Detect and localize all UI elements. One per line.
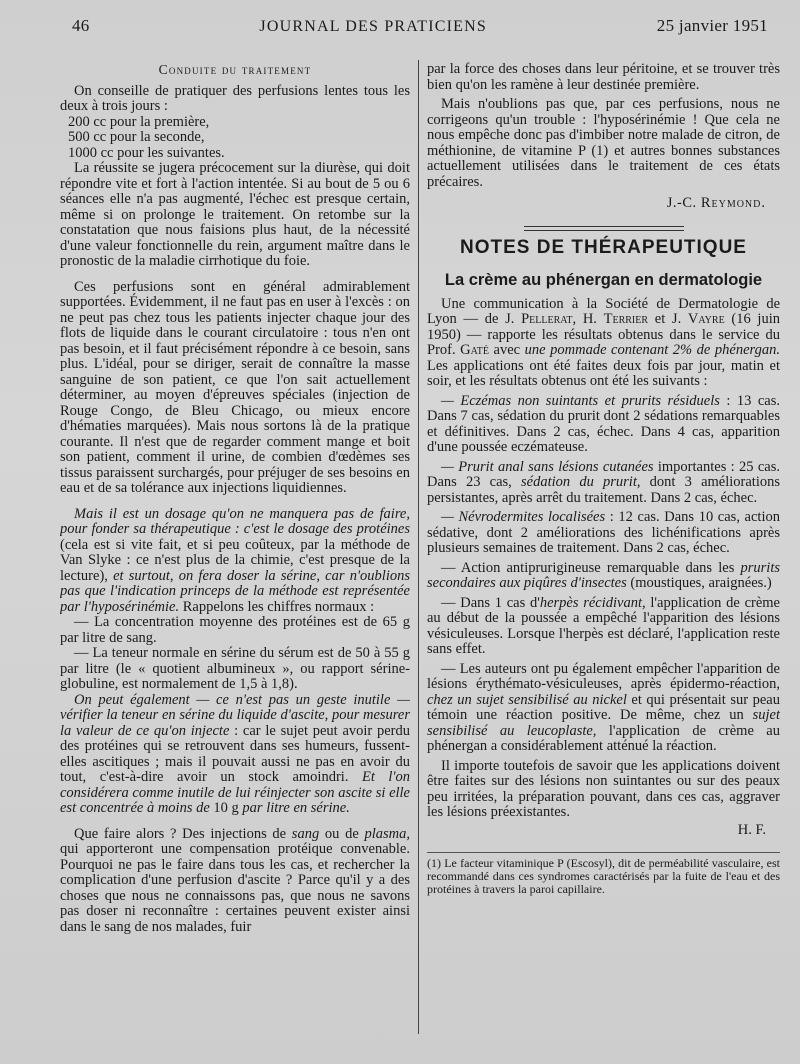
dose-line: 200 cc pour la première, bbox=[68, 113, 210, 130]
right-column bbox=[427, 62, 780, 1046]
section-heading: Conduite du traitement bbox=[158, 62, 312, 77]
left-column bbox=[60, 62, 410, 1046]
text-run: qui apporteront une compensation protéique convenable. Pourquoi ne pas le faire dans tous les cas, et rechercher la complication d'une perfusion d'ascite ? Parce qu'il y a des choses que nous ne connaissons pas, que nous ne savons pas doser ni reconnaître : certaines peuvent exister ainsi dans le sang de nos malades, fuir bbox=[60, 841, 410, 935]
text-run: (moustiques, araignées.) bbox=[626, 575, 772, 591]
emphasis: par litre en sérine. bbox=[242, 800, 350, 816]
text-run: et J. bbox=[648, 311, 688, 327]
result-item bbox=[427, 460, 780, 507]
issue-date: 25 janvier 1951 bbox=[656, 16, 768, 35]
emphasis: et surtout, on fera doser la sérine, car n'oublions pas que l'indication princeps de la méthode est représentée par l'hyposérinémie. bbox=[60, 567, 410, 615]
result-item bbox=[427, 596, 780, 658]
text-run: : car le sujet peut avoir perdu des protéines qui se retrouvent dans ses humeurs, fussent-elles ascitiques ; mais il pouvait aussi ne pas en avoir du tout, c'est-à-dire avoir un stock amoindri. bbox=[60, 722, 410, 785]
footnote: (1) Le facteur vitaminique P (Escosyl), dit de perméabilité vasculaire, est recommandé dans ces syndromes caractérisés par la fuite de l'eau et des protéines à travers la paroi capillaire. bbox=[427, 852, 780, 896]
text-run: Rappelons les chiffres normaux : bbox=[179, 598, 375, 615]
emphasis: On peut également — ce n'est pas un geste inutile — vérifier la teneur en sérine du liquide d'ascite, pour mesurer la valeur de ce qu'on injecte bbox=[60, 691, 410, 739]
text-run: dont 3 améliorations persistantes, après arrêt du traitement. Dans 2 cas, échec. bbox=[427, 474, 780, 506]
text-run: — Action antiprurigineuse remarquable dans les bbox=[441, 559, 741, 576]
emphasis: Mais il est un dosage qu'on ne manquera pas de faire, pour fonder sa thérapeutique : c'est le dosage des protéines bbox=[60, 505, 410, 537]
text-run: Que faire alors ? Des injections de bbox=[74, 825, 292, 842]
text-run: (cela est si vite fait, et si peu coûteux, par la méthode de Van Slyke : ce n'est plus de la chimie, c'est presque de la lecture), bbox=[60, 536, 410, 584]
dose-line: 1000 cc pour les suivantes. bbox=[68, 144, 225, 161]
paragraph bbox=[427, 297, 780, 390]
text-run: — Les auteurs ont pu également empêcher l'apparition de lésions érythémato-vésiculeuses, après épidermo-réaction, bbox=[427, 660, 780, 692]
result-item bbox=[427, 510, 780, 557]
emphasis: herpès récidivant, bbox=[539, 594, 646, 611]
result-item bbox=[427, 394, 780, 456]
emphasis: Et l'on considérera comme inutile de lui réinjecter son ascite si elle est concentrée à moins de bbox=[60, 769, 410, 816]
normal-value: — La concentration moyenne des protéines est de 65 g par litre de sang. bbox=[60, 614, 410, 646]
article-title: La crème au phénergan en dermatologie bbox=[444, 271, 763, 289]
emphasis: plasma, bbox=[364, 825, 410, 842]
emphasis: sang bbox=[291, 825, 320, 842]
text-run: — Dans 1 cas d' bbox=[441, 594, 540, 611]
result-item bbox=[427, 662, 780, 755]
emphasis: — Névrodermites localisées bbox=[441, 509, 606, 525]
normal-value: — La teneur normale en sérine du sérum est de 50 à 55 g par litre (le « quotient albumineux », ou rapport sérine-globuline, est normalement de 1,5 à 1,8). bbox=[60, 645, 410, 692]
text-run: : 13 cas. Dans 7 cas, sédation du prurit dont 2 sédations remarquables et définitives. Dans 2 cas, échec. Dans 4 cas, apparition d'une poussée eczémateuse. bbox=[427, 392, 780, 455]
emphasis: une pommade contenant 2% de phénergan. bbox=[524, 342, 780, 358]
paragraph: par la force des choses dans leur péritoine, et se trouver très bien qu'on les ramène à leur destinée première. bbox=[427, 62, 780, 93]
page-number: 46 bbox=[72, 16, 90, 35]
author-initials: H. F. bbox=[737, 821, 766, 838]
text-run: Les applications ont été faites deux fois par jour, matin et soir, et les résultats obtenus ont été les suivants : bbox=[427, 357, 780, 389]
author-name: Pellerat bbox=[521, 311, 573, 327]
text-run: et qui présentait sur peau témoin une réaction positive. De même, chez un bbox=[427, 691, 780, 723]
column-divider bbox=[418, 60, 419, 1034]
paragraph: La réussite se jugera précocement sur la diurèse, qui doit répondre vite et fort à l'action intentée. Si au bout de 5 ou 6 séances elle n'a pas augmenté, l'échec est presque certain, même si on prolonge le traitement. On retombe sur la constatation que nous faisions plus haut, de la nécessité d'une valeur fonctionnelle du rein, argument maître dans le pronostic de la maladie cirrhotique du foie. bbox=[60, 160, 410, 269]
paragraph bbox=[60, 827, 410, 936]
paragraph: Ces perfusions sont en général admirablement supportées. Évidemment, il ne faut pas en user à l'excès : on ne peut pas chez tous les patients injecter chaque jour des flots de liquide dans le courant circulatoire : tous n'en ont pas besoin, et il faut précisément répondre à ce besoin, sans plus. L'idéal, pour se diriger, serait de connaître la masse sanguine de son patient, ce que l'on sait actuellement déterminer, au moyen d'épreuves spéciales (injection de Rouge Congo, de Bleu Chicago, ou mieux encore d'hématies marquées). Mais nous sortons là de la pratique courante. Il n'est que de regarder comment mange et boit son patient, comment il urine, de combien d'œdèmes ses tissus paraissent surchargés, pour préjuger de ses besoins en eau et de sa tolérance aux injections liquidiennes. bbox=[60, 278, 410, 496]
text-run: , H. bbox=[572, 311, 604, 327]
paragraph: On conseille de pratiquer des perfusions lentes tous les deux à trois jours : bbox=[60, 82, 410, 114]
text-run: avec bbox=[488, 342, 525, 358]
emphasis: sédation du prurit, bbox=[521, 474, 641, 490]
paragraph: Il importe toutefois de savoir que les applications doivent être faites sur des lésions non suintantes ou sur des peaux peu irritées, la préparation pouvant, dans ces cas, aggraver les lésions préexistantes. bbox=[427, 757, 780, 820]
running-header bbox=[72, 16, 768, 40]
paragraph: Mais n'oublions pas que, par ces perfusions, nous ne corrigeons qu'un trouble : l'hyposérinémie ! Que cela ne nous empêche donc pas d'imbiber notre malade de citron, de méthionine, de vitamine P (1) et autres bonnes substances actuellement utilisées dans le traitement de ces états précaires. bbox=[427, 96, 780, 190]
text-run: : 12 cas. Dans 10 cas, action sédative, dont 2 améliorations des lichénifications après plusieurs semaines de traitement. Dans 2 cas, échec. bbox=[427, 509, 780, 556]
text-run: (16 juin 1950) — rapporte les résultats obtenus dans le service du Prof. bbox=[427, 311, 780, 358]
paragraph bbox=[60, 507, 410, 616]
emphasis: prurits secondaires aux piqûres d'insectes bbox=[427, 559, 780, 591]
emphasis: — Eczémas non suintants et prurits résiduels bbox=[441, 392, 720, 409]
text-run: 10 g bbox=[209, 800, 243, 816]
text-run: ou de bbox=[319, 825, 365, 842]
journal-title: JOURNAL DES PRATICIENS bbox=[259, 18, 487, 35]
author-name: Gaté bbox=[460, 342, 489, 358]
text-run: Une communication à la Société de Dermatologie de Lyon — de J. bbox=[427, 295, 780, 327]
text-run: l'application de crème au phénergan a considérablement atténué la réaction. bbox=[427, 722, 780, 754]
signature-initials: J.-C. bbox=[666, 195, 701, 211]
author-signature bbox=[427, 196, 780, 212]
dose-line: 500 cc pour la seconde, bbox=[68, 129, 205, 145]
author-name: Terrier bbox=[603, 311, 649, 327]
emphasis: chez un sujet sensibilisé au nickel bbox=[427, 691, 627, 708]
section-title: NOTES DE THÉRAPEUTIQUE bbox=[460, 236, 747, 258]
signature-name: Reymond. bbox=[700, 195, 766, 211]
author-name: Vayre bbox=[687, 311, 725, 327]
section-rule bbox=[524, 226, 684, 234]
result-item bbox=[427, 561, 780, 592]
emphasis: — Prurit anal sans lésions cutanées bbox=[441, 458, 654, 475]
paragraph bbox=[60, 693, 410, 817]
text-run: importantes : 25 cas. Dans 23 cas, bbox=[427, 458, 780, 490]
emphasis: sujet sensibilisé au leucoplaste, bbox=[427, 707, 780, 739]
text-run: l'application de crème au début de la poussée a empêché l'apparition des lésions vésiculeuses. Lorsque l'herpès est déclaré, l'application reste sans effet. bbox=[427, 594, 780, 657]
